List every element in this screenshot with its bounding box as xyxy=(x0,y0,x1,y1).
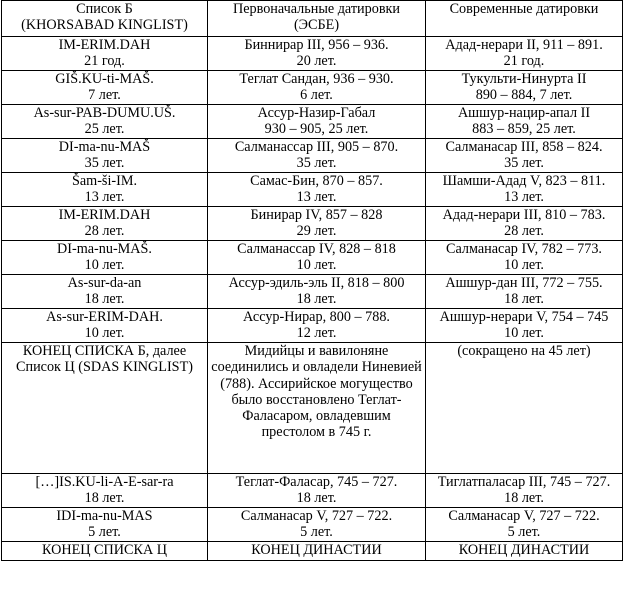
cell-line: As-sur-da-an xyxy=(67,275,142,291)
table-row xyxy=(2,105,623,139)
king-name-cell xyxy=(2,37,208,71)
cell-line: IM-ERIM.DAH xyxy=(58,207,151,223)
cell-line: 930 – 905, 25 лет. xyxy=(264,121,369,138)
cell-line: 890 – 884, 7 лет. xyxy=(475,87,573,104)
cell-line: 5 лет. xyxy=(507,524,541,541)
cell-line: Теглат Сандан, 936 – 930. xyxy=(239,71,394,87)
king-name-cell xyxy=(2,275,208,309)
header-text: Список Б xyxy=(76,1,133,17)
cell-line: Ассур-эдиль-эль II, 818 – 800 xyxy=(228,275,405,291)
cell-line: Салманасар IV, 782 – 773. xyxy=(446,241,602,257)
cell-line: 18 лет. xyxy=(504,291,544,308)
footer-cell-dynasty-end xyxy=(426,542,623,561)
header-text: (ЭСБЕ) xyxy=(293,17,340,34)
king-name-cell xyxy=(2,139,208,173)
cell-line: 18 лет. xyxy=(84,291,125,308)
modern-dating-cell xyxy=(426,474,623,508)
original-dating-cell xyxy=(208,309,426,343)
modern-dating-cell xyxy=(426,508,623,542)
modern-dating-cell xyxy=(426,71,623,105)
cell-line: 5 лет. xyxy=(88,524,121,541)
footer-text: КОНЕЦ ДИНАСТИИ xyxy=(458,542,590,558)
header-cell-modern-dating xyxy=(426,1,623,37)
original-dating-cell xyxy=(208,173,426,207)
header-text: Первоначальные датировки xyxy=(232,1,401,17)
cell-line: Шамши-Адад V, 823 – 811. xyxy=(442,173,606,189)
cell-line: Биннирар III, 956 – 936. xyxy=(244,37,389,53)
cell-line: 7 лет. xyxy=(88,87,121,104)
cell-line: Адад-нерари II, 911 – 891. xyxy=(445,37,603,53)
king-name-cell xyxy=(2,508,208,542)
footer-cell-list-end xyxy=(2,542,208,561)
cell-line: 10 лет. xyxy=(84,257,125,274)
cell-line: 35 лет. xyxy=(504,155,544,172)
cell-line: As-sur-ERIM-DAH. xyxy=(46,309,163,325)
cell-line: Šam-ši-IM. xyxy=(71,173,138,189)
cell-line: IM-ERIM.DAH xyxy=(58,37,151,53)
cell-line: IDI-ma-nu-MAS xyxy=(56,508,153,524)
cell-line: Ашшур-нацир-апал II xyxy=(457,105,591,121)
king-name-cell xyxy=(2,241,208,275)
header-cell-list-b xyxy=(2,1,208,37)
table-row xyxy=(2,173,623,207)
footer-cell-dynasty-end xyxy=(208,542,426,561)
king-name-cell xyxy=(2,207,208,241)
original-dating-cell xyxy=(208,241,426,275)
table-row xyxy=(2,37,623,71)
cell-line: 21 год. xyxy=(503,53,545,70)
cell-line: Салманассар IV, 828 – 818 xyxy=(237,241,396,257)
table-row xyxy=(2,508,623,542)
king-name-cell xyxy=(2,474,208,508)
modern-dating-cell xyxy=(426,139,623,173)
cell-line: Тукульти-Нинурта II xyxy=(461,71,587,87)
cell-line: Самас-Бин, 870 – 857. xyxy=(250,173,383,189)
table-row xyxy=(2,275,623,309)
cell-line: 18 лет. xyxy=(504,490,544,507)
cell-text: КОНЕЦ СПИСКА Б, далее Список Ц (SDAS KINGLIST) xyxy=(16,343,193,376)
cell-line: 13 лет. xyxy=(504,189,544,206)
modern-dating-cell xyxy=(426,105,623,139)
cell-line: 6 лет. xyxy=(300,87,333,104)
cell-line: GIŠ.KU-ti-MAŠ. xyxy=(55,71,154,87)
footer-row xyxy=(2,542,623,561)
original-dating-cell xyxy=(208,275,426,309)
cell-line: 28 лет. xyxy=(84,223,125,240)
original-dating-cell xyxy=(208,37,426,71)
cell-line: DI-ma-nu-MAŠ. xyxy=(57,241,152,257)
king-name-cell xyxy=(2,71,208,105)
cell-line: Салманасар V, 727 – 722. xyxy=(240,508,393,524)
cell-line: DI-ma-nu-MAŠ xyxy=(58,139,151,155)
cell-line: 35 лет. xyxy=(296,155,337,172)
cell-line: 35 лет. xyxy=(84,155,125,172)
cell-line: Теглат-Фаласар, 745 – 727. xyxy=(235,474,398,490)
header-text: (KHORSABAD KINGLIST) xyxy=(21,17,188,34)
cell-line: Бинирар IV, 857 – 828 xyxy=(250,207,383,223)
cell-line: 18 лет. xyxy=(296,291,337,308)
modern-dating-cell xyxy=(426,173,623,207)
header-text: Современные датировки xyxy=(449,1,599,17)
table-row xyxy=(2,71,623,105)
cell-line: […]IS.KU-li-A-E-sar-ra xyxy=(35,474,174,490)
cell-line: 29 лет. xyxy=(296,223,337,240)
modern-dating-cell xyxy=(426,241,623,275)
king-name-cell xyxy=(2,105,208,139)
cell-line: 20 лет. xyxy=(296,53,337,70)
cell-line: Салманасар III, 858 – 824. xyxy=(445,139,603,155)
cell-line: Ассур-Нирар, 800 – 788. xyxy=(243,309,390,325)
footer-text: КОНЕЦ СПИСКА Ц xyxy=(42,542,167,558)
cell-line: 18 лет. xyxy=(84,490,125,507)
original-dating-cell xyxy=(208,474,426,508)
cell-line: 21 год. xyxy=(84,53,125,70)
cell-line: Ассур-Назир-Габал xyxy=(257,105,376,121)
cell-line: 883 – 859, 25 лет. xyxy=(472,121,576,138)
historical-note-cell xyxy=(208,343,426,474)
king-name-cell xyxy=(2,309,208,343)
cell-line: As-sur-PAB-DUMU.UŠ. xyxy=(33,105,176,121)
original-dating-cell xyxy=(208,105,426,139)
original-dating-cell xyxy=(208,207,426,241)
table-row xyxy=(2,207,623,241)
cell-line: 18 лет. xyxy=(296,490,337,507)
table-row xyxy=(2,139,623,173)
cell-line: 13 лет. xyxy=(84,189,125,206)
cell-line: Ашшур-нерари V, 754 – 745 xyxy=(439,309,609,325)
king-name-cell xyxy=(2,173,208,207)
cell-line: 5 лет. xyxy=(300,524,333,541)
kinglist-table xyxy=(1,0,623,561)
cell-line: 10 лет. xyxy=(504,325,544,342)
footer-text: КОНЕЦ ДИНАСТИИ xyxy=(251,542,382,558)
cell-line: 13 лет. xyxy=(296,189,337,206)
cell-line: 28 лет. xyxy=(504,223,544,240)
cell-text: Мидийцы и вавилоняне соединились и овладели Ниневией (788). Ассирийское могущество было восстановлено Теглат-Фаласаром, овладевшим престолом в 745 г. xyxy=(211,343,422,441)
cell-line: 10 лет. xyxy=(296,257,337,274)
table-row xyxy=(2,474,623,508)
cell-line: Тиглатпаласар III, 745 – 727. xyxy=(437,474,611,490)
cell-line: 10 лет. xyxy=(504,257,544,274)
cell-line: 25 лет. xyxy=(84,121,125,138)
list-b-end-cell xyxy=(2,343,208,474)
modern-dating-cell xyxy=(426,275,623,309)
cell-line: Салманасар V, 727 – 722. xyxy=(448,508,600,524)
original-dating-cell xyxy=(208,139,426,173)
cell-line: Адад-нерари III, 810 – 783. xyxy=(442,207,606,223)
cell-line: 10 лет. xyxy=(84,325,125,342)
modern-dating-cell xyxy=(426,37,623,71)
cell-line: Салманассар III, 905 – 870. xyxy=(234,139,399,155)
original-dating-cell xyxy=(208,508,426,542)
table-row xyxy=(2,241,623,275)
modern-dating-cell xyxy=(426,207,623,241)
cell-line: Ашшур-дан III, 772 – 755. xyxy=(445,275,603,291)
modern-dating-cell xyxy=(426,309,623,343)
header-row xyxy=(2,1,623,37)
original-dating-cell xyxy=(208,71,426,105)
header-cell-original-dating xyxy=(208,1,426,37)
cell-line: 12 лет. xyxy=(296,325,337,342)
table-row xyxy=(2,309,623,343)
table-row-special xyxy=(2,343,623,474)
shortened-note-cell xyxy=(426,343,623,474)
cell-text: (сокращено на 45 лет) xyxy=(457,343,591,359)
